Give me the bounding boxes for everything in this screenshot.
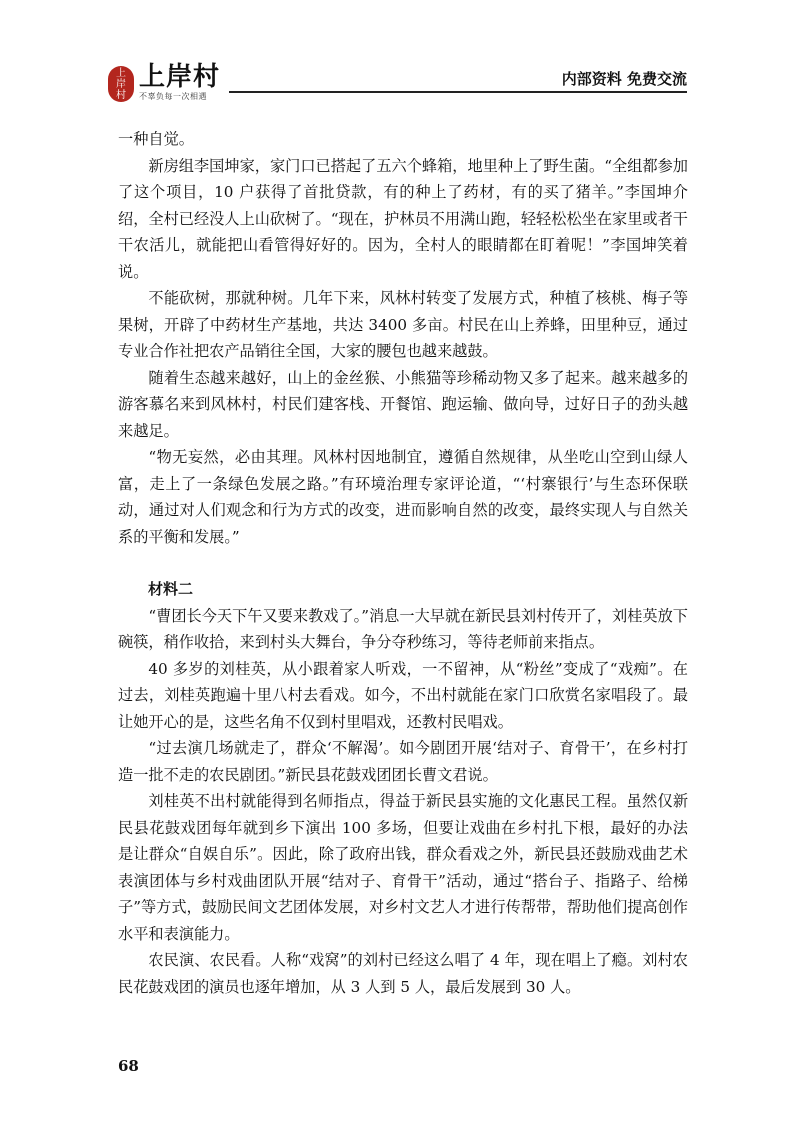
paragraph: 新房组李国坤家，家门口已搭起了五六个蜂箱，地里种上了野生菌。“全组都参加了这个项目，10 户获得了首批贷款，有的种上了药材，有的买了猪羊。”李国坤介绍，全村已经没人上山砍树了。“现在，护林员不用满山跑，轻轻松松坐在家里或者干干农活儿，就能把山看管得好好的。因为，全村人的眼睛都在盯着呢！”李国坤笑着说。 xyxy=(118,156,688,281)
paragraph: “曹团长今天下午又要来教戏了。”消息一大早就在新民县刘村传开了，刘桂英放下碗筷，稍作收拾，来到村头大舞台，争分夺秒练习，等待老师前来指点。 xyxy=(118,606,688,651)
paragraph: 随着生态越来越好，山上的金丝猴、小熊猫等珍稀动物又多了起来。越来越多的游客慕名来到风林村，村民们建客栈、开餐馆、跑运输、做向导，过好日子的劲头越来越足。 xyxy=(118,368,688,440)
brand-slogan: 不辜负每一次相遇 xyxy=(139,92,207,101)
seal-char: 上 xyxy=(116,67,126,79)
paragraph: 一种自觉。 xyxy=(118,130,194,148)
page-number: 68 xyxy=(118,1057,139,1075)
article-body xyxy=(118,126,688,1000)
section-title: 材料二 xyxy=(148,580,194,598)
brand-name: 上岸村 xyxy=(139,62,221,92)
seal-char: 岸 xyxy=(116,78,126,90)
seal-char: 村 xyxy=(116,89,126,101)
paragraph: 刘桂英不出村就能得到名师指点，得益于新民县实施的文化惠民工程。虽然仅新民县花鼓戏团每年就到乡下演出 100 多场，但要让戏曲在乡村扎下根，最好的办法是让群众“自娱自乐”。因此，除了政府出钱，群众看戏之外，新民县还鼓励戏曲艺术表演团体与乡村戏曲团队开展“结对子、育骨干”活动，通过“搭台子、指路子、给梯子”等方式，鼓励民间文艺团体发展，对乡村文艺人才进行传帮带，帮助他们提高创作水平和表演能力。 xyxy=(118,792,688,943)
header-divider xyxy=(229,91,687,93)
paragraph: 农民演、农民看。人称“戏窝”的刘村已经这么唱了 4 年，现在唱上了瘾。刘村农民花鼓戏团的演员也逐年增加，从 3 人到 5 人，最后发展到 30 人。 xyxy=(118,951,688,996)
paragraph: “物无妄然，必由其理。风林村因地制宜，遵循自然规律，从坐吃山空到山绿人富，走上了一条绿色发展之路。”有环境治理专家评论道，“‘村寨银行’与生态环保联动，通过对人们观念和行为方式的改变，进而影响自然的改变，最终实现人与自然关系的平衡和发展。” xyxy=(118,448,688,546)
paragraph: 40 多岁的刘桂英，从小跟着家人听戏，一不留神，从“粉丝”变成了“戏痴”。在过去，刘桂英跑遍十里八村去看戏。如今，不出村就能在家门口欣赏名家唱段了。最让她开心的是，这些名角不仅到村里唱戏，还教村民唱戏。 xyxy=(118,659,688,731)
header-note: 内部资料 免费交流 xyxy=(561,70,687,88)
paragraph: “过去演几场就走了，群众‘不解渴’。如今剧团开展‘结对子、育骨干’，在乡村打造一批不走的农民剧团。”新民县花鼓戏团团长曹文君说。 xyxy=(118,739,688,784)
logo-seal xyxy=(108,66,134,102)
page-header xyxy=(0,0,800,110)
paragraph: 不能砍树，那就种树。几年下来，风林村转变了发展方式，种植了核桃、梅子等果树，开辟了中药材生产基地，共达 3400 多亩。村民在山上养蜂，田里种豆，通过专业合作社把农产品销往全国，大家的腰包也越来越鼓。 xyxy=(118,289,688,360)
